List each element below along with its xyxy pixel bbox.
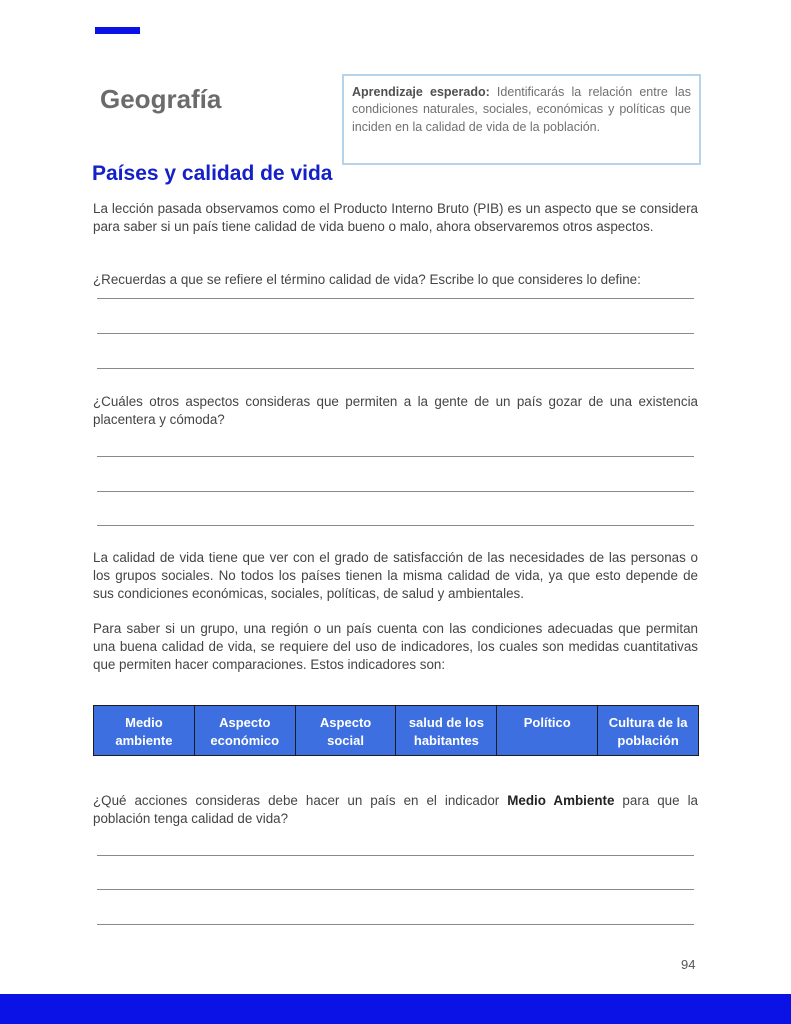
indicators-row xyxy=(94,706,699,756)
answer-line-2c[interactable] xyxy=(97,525,694,526)
indicator-politico: Político xyxy=(497,706,598,756)
intro-paragraph: La lección pasada observamos como el Producto Interno Bruto (PIB) es un aspecto que se considera para saber si un país tiene calidad de vida bueno o malo, ahora observaremos otros aspectos. xyxy=(93,201,698,234)
indicators-table xyxy=(93,705,699,756)
answer-line-3c[interactable] xyxy=(97,924,694,925)
learning-objective-label: Aprendizaje esperado: xyxy=(352,85,490,99)
learning-objective-text: Identificarás la relación entre las condiciones naturales, sociales, económicas y políticas que inciden en la calidad de vida de la población. xyxy=(352,85,691,134)
indicator-cultura: Cultura de la población xyxy=(598,706,699,756)
learning-objective-box xyxy=(342,74,701,165)
paragraph-quality-of-life: La calidad de vida tiene que ver con el grado de satisfacción de las necesidades de las personas o los grupos sociales. No todos los países tienen la misma calidad de vida, ya que esto depende de sus condiciones económicas, sociales, políticas, de salud y ambientales. xyxy=(93,550,698,601)
top-accent-bar xyxy=(95,27,140,34)
paragraph-indicators: Para saber si un grupo, una región o un país cuenta con las condiciones adecuadas que permitan una buena calidad de vida, se requiere del uso de indicadores, los cuales son medidas cuantitativas que permiten hacer comparaciones. Estos indicadores son: xyxy=(93,621,698,672)
answer-line-2b[interactable] xyxy=(97,491,694,492)
answer-line-1c[interactable] xyxy=(97,368,694,369)
indicator-salud: salud de los habitantes xyxy=(396,706,497,756)
question-1: ¿Recuerdas a que se refiere el término calidad de vida? Escribe lo que consideres lo define: xyxy=(93,272,641,287)
indicator-medio-ambiente: Medio ambiente xyxy=(94,706,195,756)
question-3: ¿Qué acciones consideras debe hacer un país en el indicador Medio Ambiente para que la población tenga calidad de vida? xyxy=(93,793,698,826)
answer-line-1a[interactable] xyxy=(97,298,694,299)
bottom-accent-bar xyxy=(0,994,791,1024)
section-title: Países y calidad de vida xyxy=(92,162,333,185)
answer-line-3a[interactable] xyxy=(97,855,694,856)
question-2: ¿Cuáles otros aspectos consideras que permiten a la gente de un país gozar de una existencia placentera y cómoda? xyxy=(93,394,698,427)
subject-title: Geografía xyxy=(100,84,222,114)
answer-line-2a[interactable] xyxy=(97,456,694,457)
question-3-bold: Medio Ambiente xyxy=(507,793,615,808)
answer-line-1b[interactable] xyxy=(97,333,694,334)
page-number: 94 xyxy=(681,957,696,972)
indicator-aspecto-economico: Aspecto económico xyxy=(194,706,295,756)
answer-line-3b[interactable] xyxy=(97,889,694,890)
indicator-aspecto-social: Aspecto social xyxy=(295,706,396,756)
